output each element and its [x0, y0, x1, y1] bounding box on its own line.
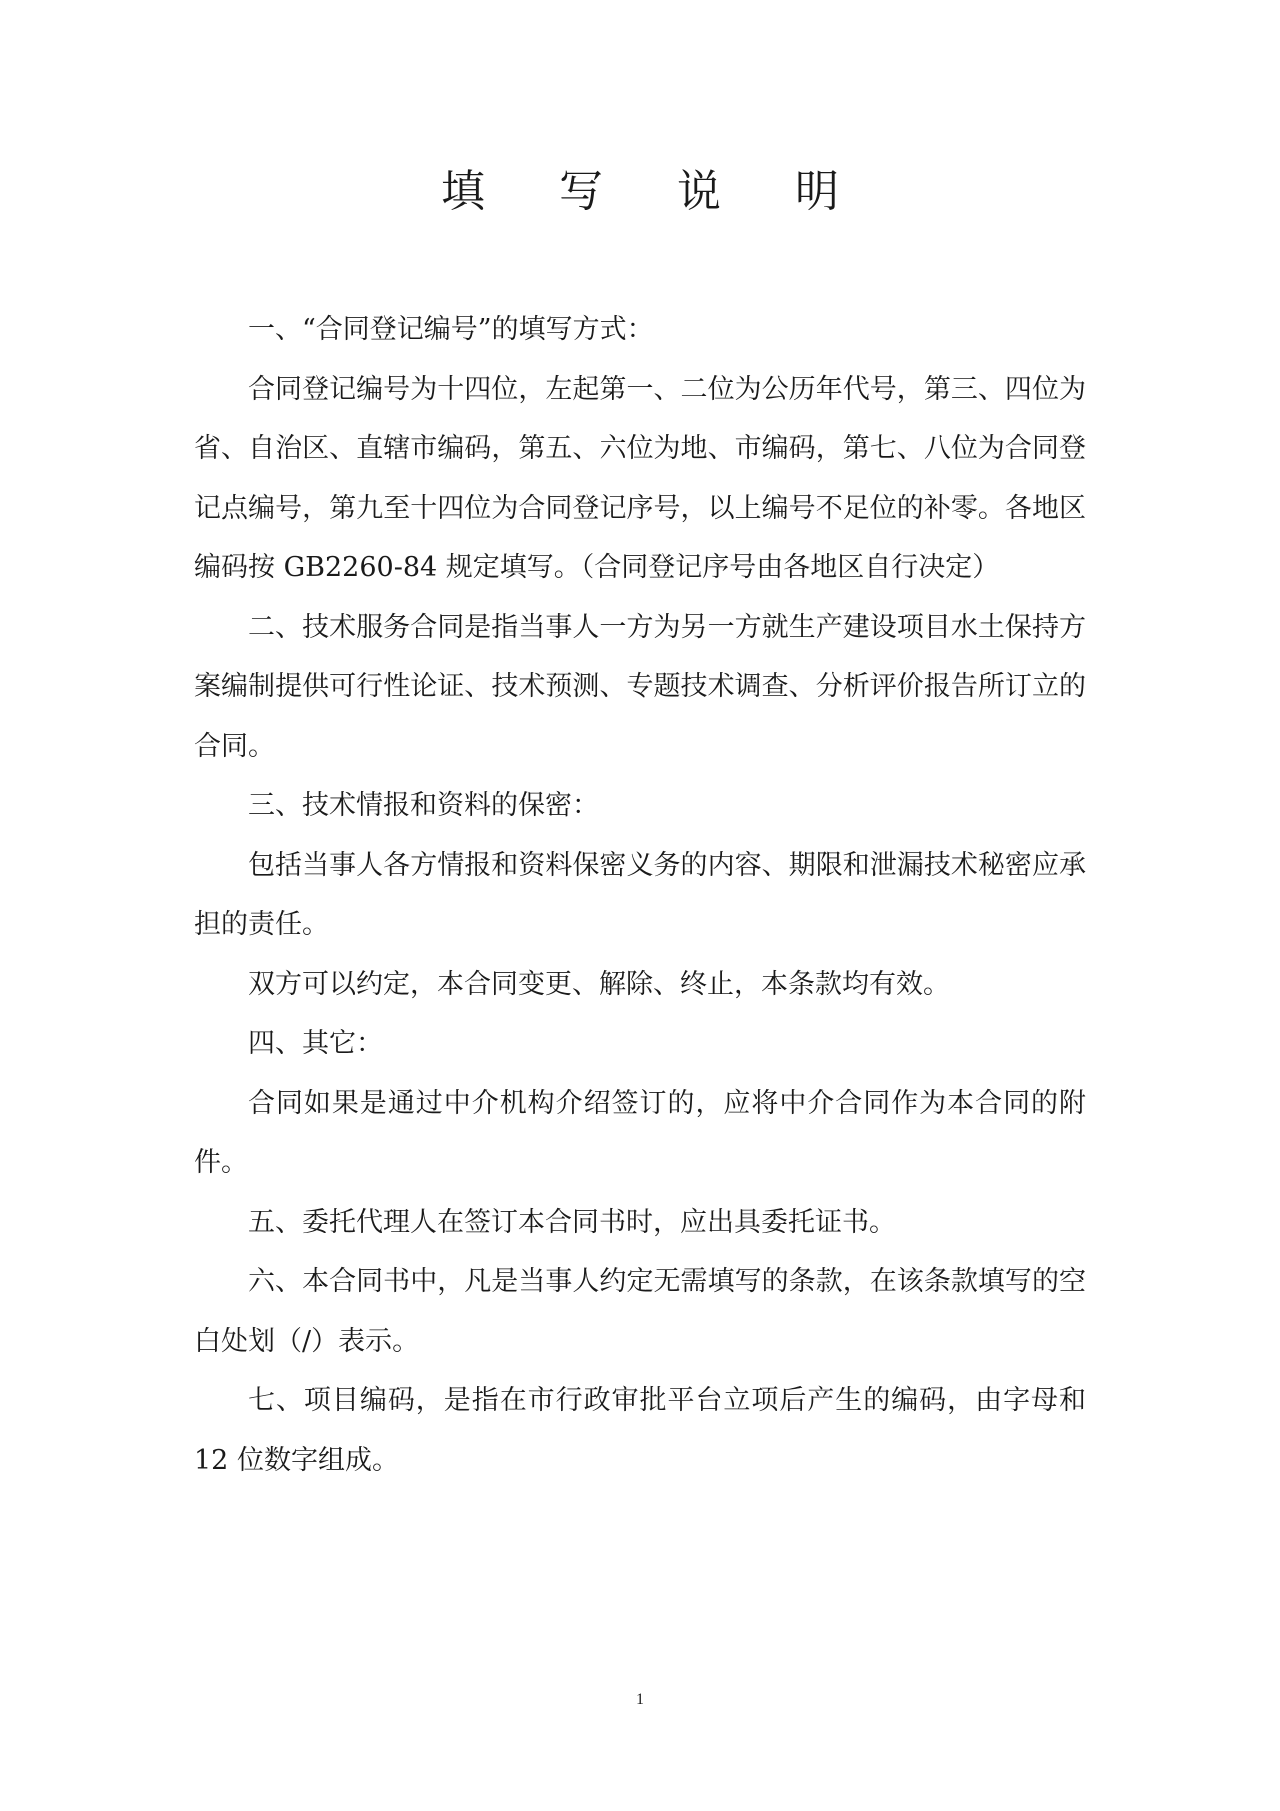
paragraph-project-code: 七、项目编码，是指在市行政审批平台立项后产生的编码，由字母和 12 位数字组成。 [194, 1385, 1086, 1476]
page-number: 1 [636, 1691, 644, 1708]
section-heading-4: 四、其它： [248, 1028, 383, 1059]
paragraph-authorized-agent: 五、委托代理人在签订本合同书时，应出具委托证书。 [248, 1206, 896, 1238]
paragraph-blank-fields: 六、本合同书中，凡是当事人约定无需填写的条款，在该条款填写的空白处划（/）表示。 [194, 1266, 1086, 1357]
page-title: 填 写 说 明 [441, 166, 869, 217]
document-body [194, 300, 1086, 1490]
paragraph-intermediary: 合同如果是通过中介机构介绍签订的，应将中介合同作为本合同的附件。 [194, 1087, 1086, 1178]
section-heading-3: 三、技术情报和资料的保密： [248, 790, 599, 821]
paragraph-validity: 双方可以约定，本合同变更、解除、终止，本条款均有效。 [248, 968, 950, 1000]
paragraph-confidentiality: 包括当事人各方情报和资料保密义务的内容、期限和泄漏技术秘密应承担的责任。 [194, 849, 1086, 940]
paragraph-technical-service-contract: 二、技术服务合同是指当事人一方为另一方就生产建设项目水土保持方案编制提供可行性论证、技术预测、专题技术调查、分析评价报告所订立的合同。 [194, 611, 1086, 762]
paragraph-registration-number: 合同登记编号为十四位，左起第一、二位为公历年代号，第三、四位为省、自治区、直辖市编码，第五、六位为地、市编码，第七、八位为合同登记点编号，第九至十四位为合同登记序号，以上编号不足位的补零。各地区编码按 GB2260-84 规定填写。（合同登记序号由各地区自行决定） [194, 373, 1086, 583]
section-heading-1: 一、“合同登记编号”的填写方式： [248, 314, 654, 345]
